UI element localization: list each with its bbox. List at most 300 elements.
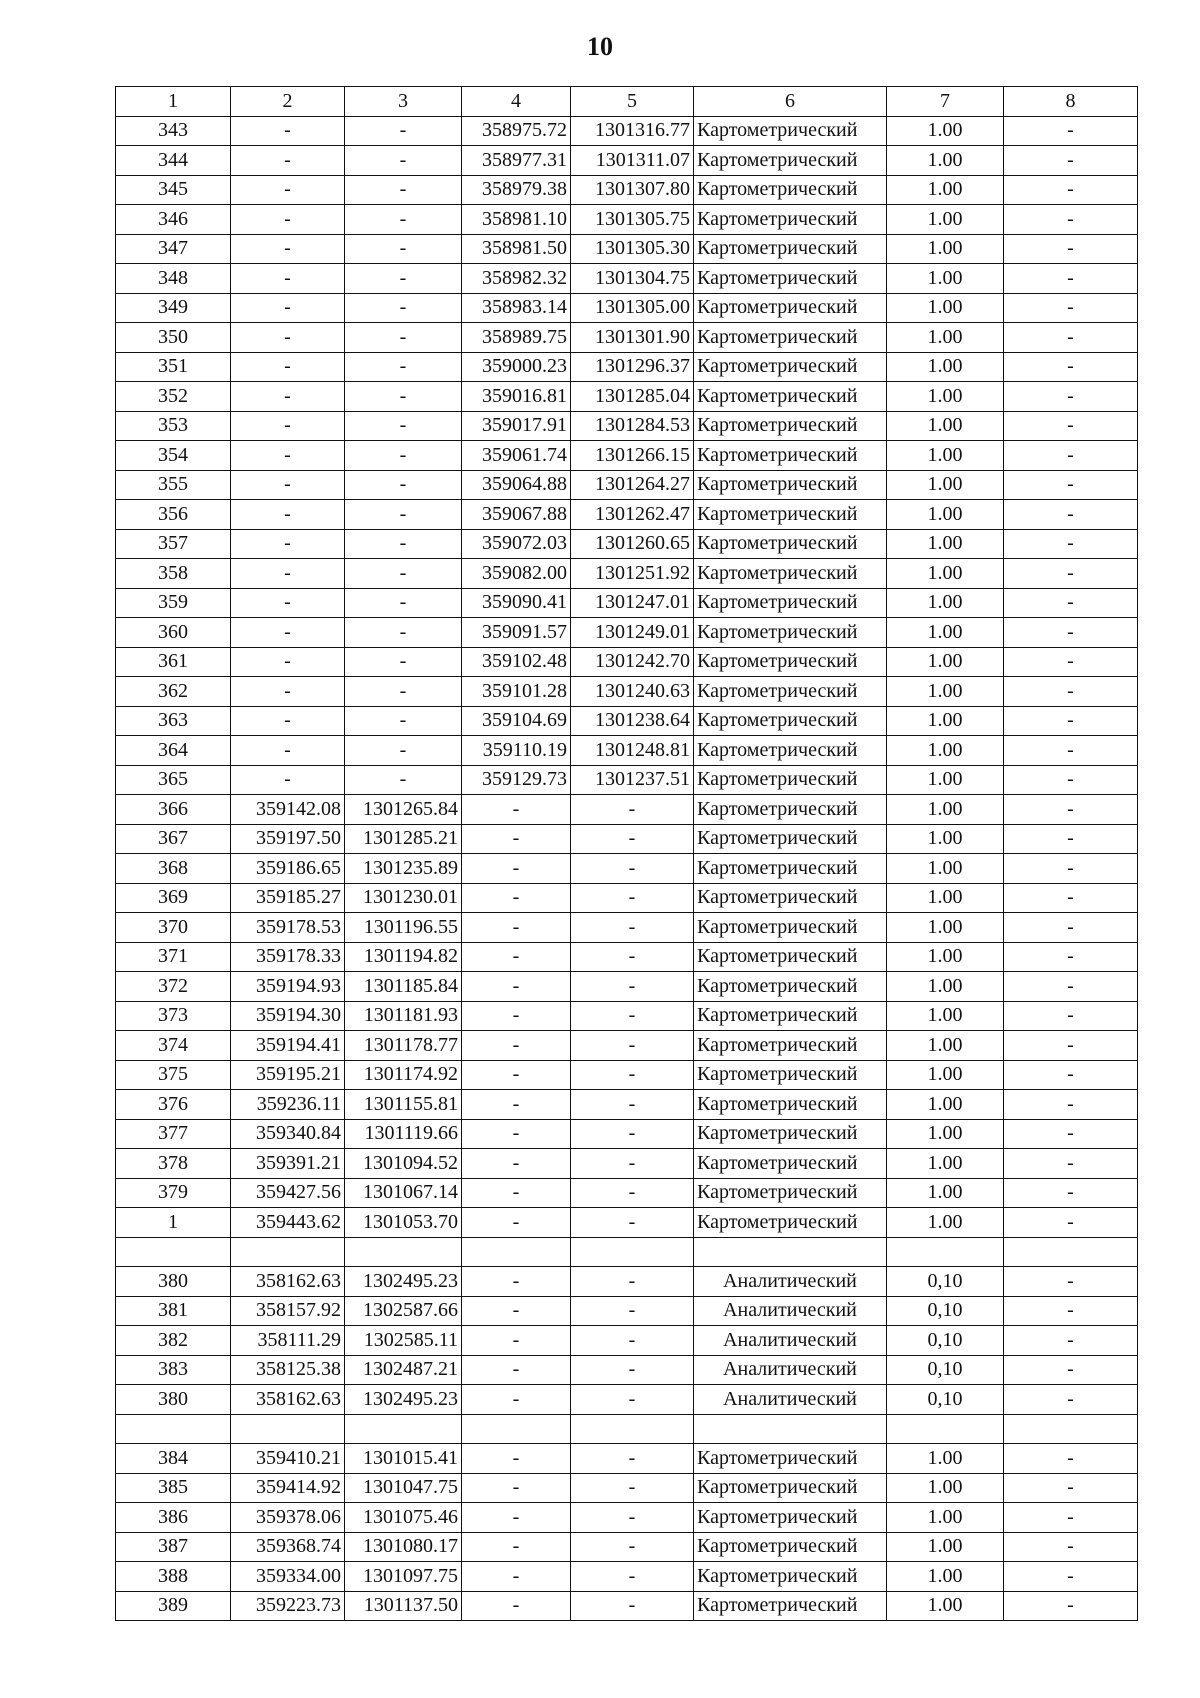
table-cell-col-7: 1.00 (887, 1178, 1004, 1208)
table-cell-col-6: Картометрический (694, 1503, 887, 1533)
table-cell-col-7: 0,10 (887, 1296, 1004, 1326)
table-cell-col-7: 1.00 (887, 205, 1004, 235)
table-cell-col-4: 359067.88 (462, 500, 571, 530)
table-cell-col-2: 358125.38 (231, 1355, 345, 1385)
table-cell-col-2: - (231, 352, 345, 382)
table-row (116, 824, 1138, 854)
table-cell-col-4 (462, 1237, 571, 1267)
table-cell-col-5: - (571, 1060, 694, 1090)
table-cell-col-8: - (1004, 854, 1138, 884)
table-row (116, 1355, 1138, 1385)
table-cell-col-2: - (231, 205, 345, 235)
table-cell-col-1: 364 (116, 736, 231, 766)
table-cell-col-3 (345, 1414, 462, 1444)
table-cell-col-4: 358979.38 (462, 175, 571, 205)
table-cell-col-7: 1.00 (887, 677, 1004, 707)
table-row (116, 500, 1138, 530)
table-cell-col-8: - (1004, 382, 1138, 412)
table-cell-col-5: 1301301.90 (571, 323, 694, 353)
table-cell-col-4: - (462, 1355, 571, 1385)
table-cell-col-1: 352 (116, 382, 231, 412)
table-cell-col-2: - (231, 736, 345, 766)
table-cell-col-6: Картометрический (694, 116, 887, 146)
table-cell-col-8: - (1004, 1503, 1138, 1533)
table-cell-col-5: 1301304.75 (571, 264, 694, 294)
table-cell-col-5: 1301305.30 (571, 234, 694, 264)
table-cell-col-5: - (571, 1296, 694, 1326)
table-cell-col-1: 372 (116, 972, 231, 1002)
table-cell-col-1: 371 (116, 942, 231, 972)
table-cell-col-4: - (462, 854, 571, 884)
table-cell-col-4: - (462, 1090, 571, 1120)
table-cell-col-2: 359410.21 (231, 1444, 345, 1474)
table-cell-col-7: 1.00 (887, 411, 1004, 441)
table-row (116, 618, 1138, 648)
table-row (116, 883, 1138, 913)
column-header-7: 7 (887, 87, 1004, 117)
table-cell-col-1: 361 (116, 647, 231, 677)
table-cell-col-5: 1301260.65 (571, 529, 694, 559)
table-cell-col-5: - (571, 1001, 694, 1031)
table-cell-col-2 (231, 1414, 345, 1444)
table-cell-col-8: - (1004, 795, 1138, 825)
table-cell-col-7: 0,10 (887, 1267, 1004, 1297)
header-row (116, 87, 1138, 117)
table-cell-col-2: 359178.53 (231, 913, 345, 943)
table-cell-col-5: - (571, 1090, 694, 1120)
table-cell-col-8: - (1004, 942, 1138, 972)
table-cell-col-8: - (1004, 441, 1138, 471)
table-cell-col-4: 359101.28 (462, 677, 571, 707)
table-cell-col-4: 358977.31 (462, 146, 571, 176)
table-cell-col-3: 1302495.23 (345, 1267, 462, 1297)
table-row (116, 1208, 1138, 1238)
table-cell-col-7: 1.00 (887, 765, 1004, 795)
table-cell-col-7: 1.00 (887, 1031, 1004, 1061)
table-cell-col-1: 355 (116, 470, 231, 500)
table-cell-col-4: - (462, 824, 571, 854)
table-cell-col-4: 359064.88 (462, 470, 571, 500)
table-row (116, 854, 1138, 884)
table-cell-col-6: Картометрический (694, 441, 887, 471)
table-cell-col-5: 1301242.70 (571, 647, 694, 677)
table-cell-col-4: 359082.00 (462, 559, 571, 589)
table-row (116, 1031, 1138, 1061)
table-cell-col-2: - (231, 411, 345, 441)
table-cell-col-5: 1301264.27 (571, 470, 694, 500)
table-cell-col-7: 1.00 (887, 736, 1004, 766)
table-cell-col-8: - (1004, 677, 1138, 707)
table-cell-col-3: 1301119.66 (345, 1119, 462, 1149)
table-cell-col-3: - (345, 677, 462, 707)
table-cell-col-6: Картометрический (694, 1562, 887, 1592)
table-cell-col-6 (694, 1237, 887, 1267)
table-cell-col-5: 1301240.63 (571, 677, 694, 707)
table-cell-col-5: - (571, 1385, 694, 1415)
table-cell-col-1: 344 (116, 146, 231, 176)
table-cell-col-2: 359195.21 (231, 1060, 345, 1090)
table-cell-col-4: 359000.23 (462, 352, 571, 382)
table-cell-col-6: Картометрический (694, 795, 887, 825)
table-cell-col-2: - (231, 677, 345, 707)
table-cell-col-2: - (231, 441, 345, 471)
table-cell-col-4: - (462, 1532, 571, 1562)
table-cell-col-3: - (345, 146, 462, 176)
table-row (116, 1532, 1138, 1562)
table-cell-col-4: 359091.57 (462, 618, 571, 648)
table-cell-col-3: - (345, 765, 462, 795)
table-cell-col-1: 381 (116, 1296, 231, 1326)
table-cell-col-7: 1.00 (887, 1444, 1004, 1474)
table-cell-col-3: 1301067.14 (345, 1178, 462, 1208)
table-cell-col-8: - (1004, 736, 1138, 766)
table-cell-col-6: Картометрический (694, 234, 887, 264)
table-cell-col-2: - (231, 706, 345, 736)
table-cell-col-2: - (231, 116, 345, 146)
table-cell-col-8: - (1004, 352, 1138, 382)
table-cell-col-5: - (571, 1355, 694, 1385)
table-cell-col-2: 359443.62 (231, 1208, 345, 1238)
table-cell-col-5: - (571, 1149, 694, 1179)
table-cell-col-5: - (571, 1444, 694, 1474)
table-cell-col-1: 388 (116, 1562, 231, 1592)
table-cell-col-5: 1301266.15 (571, 441, 694, 471)
table-cell-col-3 (345, 1237, 462, 1267)
table-cell-col-8: - (1004, 470, 1138, 500)
table-cell-col-6: Картометрический (694, 529, 887, 559)
table-cell-col-7: 1.00 (887, 382, 1004, 412)
table-cell-col-3: 1302487.21 (345, 1355, 462, 1385)
table-cell-col-3: - (345, 175, 462, 205)
table-cell-col-1: 354 (116, 441, 231, 471)
table-cell-col-8: - (1004, 1385, 1138, 1415)
table-row (116, 1591, 1138, 1621)
table-cell-col-3: 1301265.84 (345, 795, 462, 825)
table-cell-col-5: 1301237.51 (571, 765, 694, 795)
table-cell-col-6: Картометрический (694, 913, 887, 943)
table-row (116, 1237, 1138, 1267)
table-row (116, 441, 1138, 471)
table-cell-col-1: 380 (116, 1267, 231, 1297)
table-cell-col-3: 1302585.11 (345, 1326, 462, 1356)
table-cell-col-4: - (462, 1591, 571, 1621)
table-row (116, 293, 1138, 323)
table-cell-col-8: - (1004, 529, 1138, 559)
table-cell-col-6: Картометрический (694, 618, 887, 648)
table-cell-col-4: - (462, 972, 571, 1002)
table-cell-col-7: 1.00 (887, 175, 1004, 205)
table-cell-col-1: 373 (116, 1001, 231, 1031)
table-cell-col-3: 1301235.89 (345, 854, 462, 884)
table-row (116, 1385, 1138, 1415)
table-row (116, 1444, 1138, 1474)
table-cell-col-6: Картометрический (694, 293, 887, 323)
table-cell-col-1: 385 (116, 1473, 231, 1503)
table-cell-col-5: - (571, 942, 694, 972)
table-cell-col-5: 1301284.53 (571, 411, 694, 441)
table-cell-col-3: - (345, 647, 462, 677)
table-cell-col-7: 1.00 (887, 234, 1004, 264)
table-cell-col-2: 359236.11 (231, 1090, 345, 1120)
table-cell-col-4: 358982.32 (462, 264, 571, 294)
table-cell-col-7: 0,10 (887, 1355, 1004, 1385)
table-cell-col-1: 350 (116, 323, 231, 353)
table-cell-col-5: - (571, 824, 694, 854)
table-cell-col-8: - (1004, 883, 1138, 913)
table-cell-col-3: - (345, 293, 462, 323)
table-cell-col-1: 345 (116, 175, 231, 205)
table-row (116, 647, 1138, 677)
table-row (116, 1503, 1138, 1533)
table-cell-col-1: 356 (116, 500, 231, 530)
table-cell-col-4: - (462, 1119, 571, 1149)
table-cell-col-5: 1301305.00 (571, 293, 694, 323)
table-row (116, 205, 1138, 235)
table-cell-col-3: 1301155.81 (345, 1090, 462, 1120)
table-cell-col-5: 1301311.07 (571, 146, 694, 176)
table-cell-col-5: 1301238.64 (571, 706, 694, 736)
table-cell-col-4: 359017.91 (462, 411, 571, 441)
table-cell-col-1: 362 (116, 677, 231, 707)
table-row (116, 1001, 1138, 1031)
table-cell-col-6: Картометрический (694, 1444, 887, 1474)
table-cell-col-3: 1301181.93 (345, 1001, 462, 1031)
table-cell-col-4: - (462, 942, 571, 972)
table-cell-col-6: Картометрический (694, 706, 887, 736)
table-cell-col-3: - (345, 529, 462, 559)
table-cell-col-7: 1.00 (887, 1562, 1004, 1592)
table-cell-col-7: 1.00 (887, 264, 1004, 294)
table-cell-col-8: - (1004, 1267, 1138, 1297)
table-cell-col-1: 367 (116, 824, 231, 854)
table-cell-col-2: - (231, 234, 345, 264)
table-cell-col-5 (571, 1414, 694, 1444)
table-cell-col-6: Картометрический (694, 411, 887, 441)
table-cell-col-6: Картометрический (694, 323, 887, 353)
table-cell-col-8: - (1004, 1090, 1138, 1120)
table-cell-col-6: Аналитический (694, 1267, 887, 1297)
table-cell-col-8: - (1004, 706, 1138, 736)
table-cell-col-4: 358989.75 (462, 323, 571, 353)
table-cell-col-1: 380 (116, 1385, 231, 1415)
table-row (116, 1296, 1138, 1326)
table-cell-col-5: - (571, 854, 694, 884)
table-cell-col-3: 1301174.92 (345, 1060, 462, 1090)
table-cell-col-4: - (462, 1208, 571, 1238)
table-cell-col-1 (116, 1414, 231, 1444)
table-cell-col-5: 1301305.75 (571, 205, 694, 235)
table-cell-col-2: 359178.33 (231, 942, 345, 972)
table-row (116, 382, 1138, 412)
table-cell-col-6: Картометрический (694, 854, 887, 884)
table-cell-col-1: 353 (116, 411, 231, 441)
table-cell-col-3: - (345, 618, 462, 648)
table-cell-col-6: Картометрический (694, 942, 887, 972)
column-header-5: 5 (571, 87, 694, 117)
table-cell-col-8: - (1004, 618, 1138, 648)
table-cell-col-1: 357 (116, 529, 231, 559)
table-cell-col-7: 1.00 (887, 116, 1004, 146)
table-cell-col-2: 359194.30 (231, 1001, 345, 1031)
table-row (116, 411, 1138, 441)
table-cell-col-8: - (1004, 1208, 1138, 1238)
column-header-3: 3 (345, 87, 462, 117)
table-cell-col-1: 359 (116, 588, 231, 618)
table-cell-col-3: 1301185.84 (345, 972, 462, 1002)
table-cell-col-6: Картометрический (694, 1031, 887, 1061)
table-cell-col-7 (887, 1414, 1004, 1444)
table-cell-col-5: - (571, 972, 694, 1002)
column-header-6: 6 (694, 87, 887, 117)
table-cell-col-6: Картометрический (694, 1119, 887, 1149)
table-cell-col-6: Картометрический (694, 647, 887, 677)
table-cell-col-2: - (231, 618, 345, 648)
table-cell-col-7: 1.00 (887, 323, 1004, 353)
table-cell-col-1: 1 (116, 1208, 231, 1238)
table-cell-col-7: 0,10 (887, 1385, 1004, 1415)
table-cell-col-3: - (345, 441, 462, 471)
table-cell-col-1: 378 (116, 1149, 231, 1179)
table-cell-col-8 (1004, 1237, 1138, 1267)
table-cell-col-7: 0,10 (887, 1326, 1004, 1356)
table-cell-col-3: 1301053.70 (345, 1208, 462, 1238)
table-cell-col-5: - (571, 1178, 694, 1208)
table-cell-col-8: - (1004, 1178, 1138, 1208)
table-cell-col-6: Аналитический (694, 1326, 887, 1356)
table-cell-col-6: Картометрический (694, 1090, 887, 1120)
table-cell-col-4: 359090.41 (462, 588, 571, 618)
table-cell-col-4: - (462, 1031, 571, 1061)
coordinates-table (115, 86, 1138, 1621)
table-cell-col-2: 359334.00 (231, 1562, 345, 1592)
table-cell-col-5 (571, 1237, 694, 1267)
table-cell-col-1: 360 (116, 618, 231, 648)
table-cell-col-3: - (345, 205, 462, 235)
table-cell-col-8: - (1004, 500, 1138, 530)
table-cell-col-3: - (345, 234, 462, 264)
table-cell-col-8: - (1004, 1060, 1138, 1090)
table-cell-col-3: - (345, 706, 462, 736)
column-header-4: 4 (462, 87, 571, 117)
table-cell-col-2: 359368.74 (231, 1532, 345, 1562)
table-cell-col-3: 1301094.52 (345, 1149, 462, 1179)
table-cell-col-7: 1.00 (887, 500, 1004, 530)
table-cell-col-4: 358975.72 (462, 116, 571, 146)
table-cell-col-2: - (231, 588, 345, 618)
table-cell-col-3: - (345, 411, 462, 441)
table-cell-col-3: - (345, 323, 462, 353)
table-row (116, 765, 1138, 795)
table-cell-col-7: 1.00 (887, 146, 1004, 176)
table-cell-col-1: 346 (116, 205, 231, 235)
table-cell-col-3: 1302587.66 (345, 1296, 462, 1326)
table-body (116, 116, 1138, 1621)
table-cell-col-8: - (1004, 1149, 1138, 1179)
table-cell-col-6: Аналитический (694, 1296, 887, 1326)
table-cell-col-7: 1.00 (887, 647, 1004, 677)
table-cell-col-3: - (345, 382, 462, 412)
table-cell-col-1: 343 (116, 116, 231, 146)
table-cell-col-4: 359104.69 (462, 706, 571, 736)
table-cell-col-6: Аналитический (694, 1385, 887, 1415)
table-cell-col-2: - (231, 293, 345, 323)
page-number: 10 (587, 32, 613, 61)
table-cell-col-7: 1.00 (887, 913, 1004, 943)
table-cell-col-6: Картометрический (694, 588, 887, 618)
table-cell-col-7: 1.00 (887, 1149, 1004, 1179)
table-cell-col-2: - (231, 175, 345, 205)
table-cell-col-2: 359427.56 (231, 1178, 345, 1208)
table-cell-col-4: 359110.19 (462, 736, 571, 766)
table-cell-col-2: 358162.63 (231, 1267, 345, 1297)
table-cell-col-6: Картометрический (694, 1149, 887, 1179)
table-cell-col-8: - (1004, 1031, 1138, 1061)
table-cell-col-8: - (1004, 1532, 1138, 1562)
table-cell-col-1: 347 (116, 234, 231, 264)
table-cell-col-2: - (231, 146, 345, 176)
table-cell-col-4: - (462, 1178, 571, 1208)
table-cell-col-5: 1301307.80 (571, 175, 694, 205)
table-cell-col-8: - (1004, 913, 1138, 943)
table-cell-col-3: - (345, 264, 462, 294)
column-header-8: 8 (1004, 87, 1138, 117)
table-cell-col-5: - (571, 1208, 694, 1238)
table-row (116, 116, 1138, 146)
table-cell-col-7: 1.00 (887, 1060, 1004, 1090)
table-cell-col-5: 1301248.81 (571, 736, 694, 766)
table-cell-col-4: - (462, 795, 571, 825)
table-cell-col-4: 359072.03 (462, 529, 571, 559)
table-cell-col-6: Картометрический (694, 205, 887, 235)
table-cell-col-7: 1.00 (887, 795, 1004, 825)
table-cell-col-3: 1301178.77 (345, 1031, 462, 1061)
table-cell-col-2: 359186.65 (231, 854, 345, 884)
table-cell-col-6: Картометрический (694, 883, 887, 913)
table-cell-col-6: Картометрический (694, 1532, 887, 1562)
table-cell-col-4: 358981.50 (462, 234, 571, 264)
table-row (116, 1119, 1138, 1149)
table-row (116, 323, 1138, 353)
table-cell-col-3: 1301015.41 (345, 1444, 462, 1474)
table-row (116, 1414, 1138, 1444)
table-cell-col-4: - (462, 1444, 571, 1474)
table-cell-col-6 (694, 1414, 887, 1444)
table-row (116, 913, 1138, 943)
table-cell-col-2: 359142.08 (231, 795, 345, 825)
table-cell-col-8: - (1004, 647, 1138, 677)
table-cell-col-7: 1.00 (887, 470, 1004, 500)
table-cell-col-5: - (571, 1326, 694, 1356)
table-row (116, 972, 1138, 1002)
table-cell-col-8: - (1004, 765, 1138, 795)
table-cell-col-8: - (1004, 588, 1138, 618)
table-cell-col-1: 349 (116, 293, 231, 323)
table-row (116, 1060, 1138, 1090)
table-row (116, 352, 1138, 382)
table-cell-col-3: 1301194.82 (345, 942, 462, 972)
table-cell-col-5: - (571, 1473, 694, 1503)
table-cell-col-5: - (571, 1267, 694, 1297)
table-cell-col-1: 358 (116, 559, 231, 589)
table-cell-col-8 (1004, 1414, 1138, 1444)
table-cell-col-8: - (1004, 1296, 1138, 1326)
table-cell-col-2: - (231, 264, 345, 294)
table-cell-col-7: 1.00 (887, 1208, 1004, 1238)
table-cell-col-2 (231, 1237, 345, 1267)
table-cell-col-8: - (1004, 1326, 1138, 1356)
table-cell-col-8: - (1004, 1562, 1138, 1592)
table-cell-col-4: - (462, 1296, 571, 1326)
